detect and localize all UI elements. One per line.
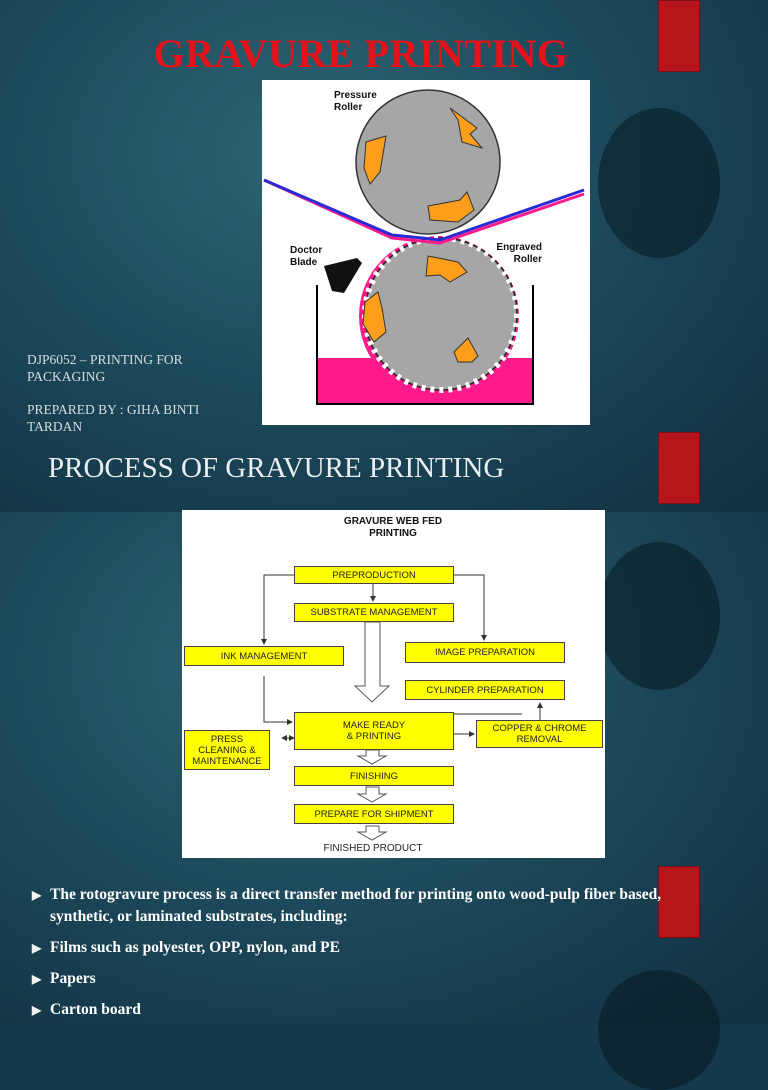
- flowchart-title: GRAVURE WEB FED PRINTING: [343, 516, 443, 539]
- course-code: DJP6052 – PRINTING FOR PACKAGING: [27, 352, 183, 384]
- bullet-triangle-icon: ▶: [32, 941, 42, 955]
- bullet-item: ▶ Films such as polyester, OPP, nylon, and PE: [32, 937, 722, 959]
- box-preproduction: PREPRODUCTION: [294, 566, 454, 584]
- decor-circle: [598, 108, 720, 258]
- box-make-ready-printing: MAKE READY & PRINTING: [294, 712, 454, 750]
- box-prepare-shipment: PREPARE FOR SHIPMENT: [294, 804, 454, 824]
- bullet-triangle-icon: ▶: [32, 972, 42, 986]
- label-engraved-roller: Engraved Roller: [496, 242, 542, 265]
- bullet-item: ▶ The rotogravure process is a direct transfer method for printing onto wood-pulp fiber based, synthetic, or laminated substrates, including:: [32, 886, 662, 925]
- bullet-triangle-icon: ▶: [32, 1003, 42, 1017]
- label-pressure-roller: Pressure Roller: [334, 90, 377, 113]
- flow-arrow-icon: [358, 787, 386, 802]
- slide-title: PROCESS OF GRAVURE PRINTING: [48, 452, 505, 484]
- box-cylinder-preparation: CYLINDER PREPARATION: [405, 680, 565, 700]
- box-press-cleaning: PRESS CLEANING & MAINTENANCE: [184, 730, 270, 770]
- box-ink-management: INK MANAGEMENT: [184, 646, 344, 666]
- box-image-preparation: IMAGE PREPARATION: [405, 642, 565, 663]
- bullet-item: ▶ Papers: [32, 968, 722, 990]
- decor-circle: [598, 542, 720, 690]
- box-substrate-management: SUBSTRATE MANAGEMENT: [294, 603, 454, 622]
- slide-process-of-gravure: [0, 452, 768, 1024]
- box-copper-chrome-removal: COPPER & CHROME REMOVAL: [476, 720, 603, 748]
- bullet-item: ▶ Carton board: [32, 999, 722, 1021]
- slide-gravure-printing: [0, 0, 768, 512]
- slide-title: GRAVURE PRINTING: [153, 31, 569, 76]
- box-finishing: FINISHING: [294, 766, 454, 786]
- flowchart-panel: [182, 510, 605, 858]
- prepared-by: PREPARED BY : GIHA BINTI TARDAN: [27, 402, 200, 434]
- red-accent-tab: [658, 432, 700, 504]
- gravure-diagram: [262, 80, 590, 425]
- bullet-list: [32, 884, 722, 1030]
- finished-product-label: FINISHED PRODUCT: [323, 843, 423, 854]
- flow-arrow-icon: [358, 750, 386, 764]
- flow-arrow-icon: [355, 622, 389, 702]
- label-doctor-blade: Doctor Blade: [290, 245, 323, 268]
- flow-arrow-icon: [358, 826, 386, 840]
- bullet-triangle-icon: ▶: [32, 888, 42, 902]
